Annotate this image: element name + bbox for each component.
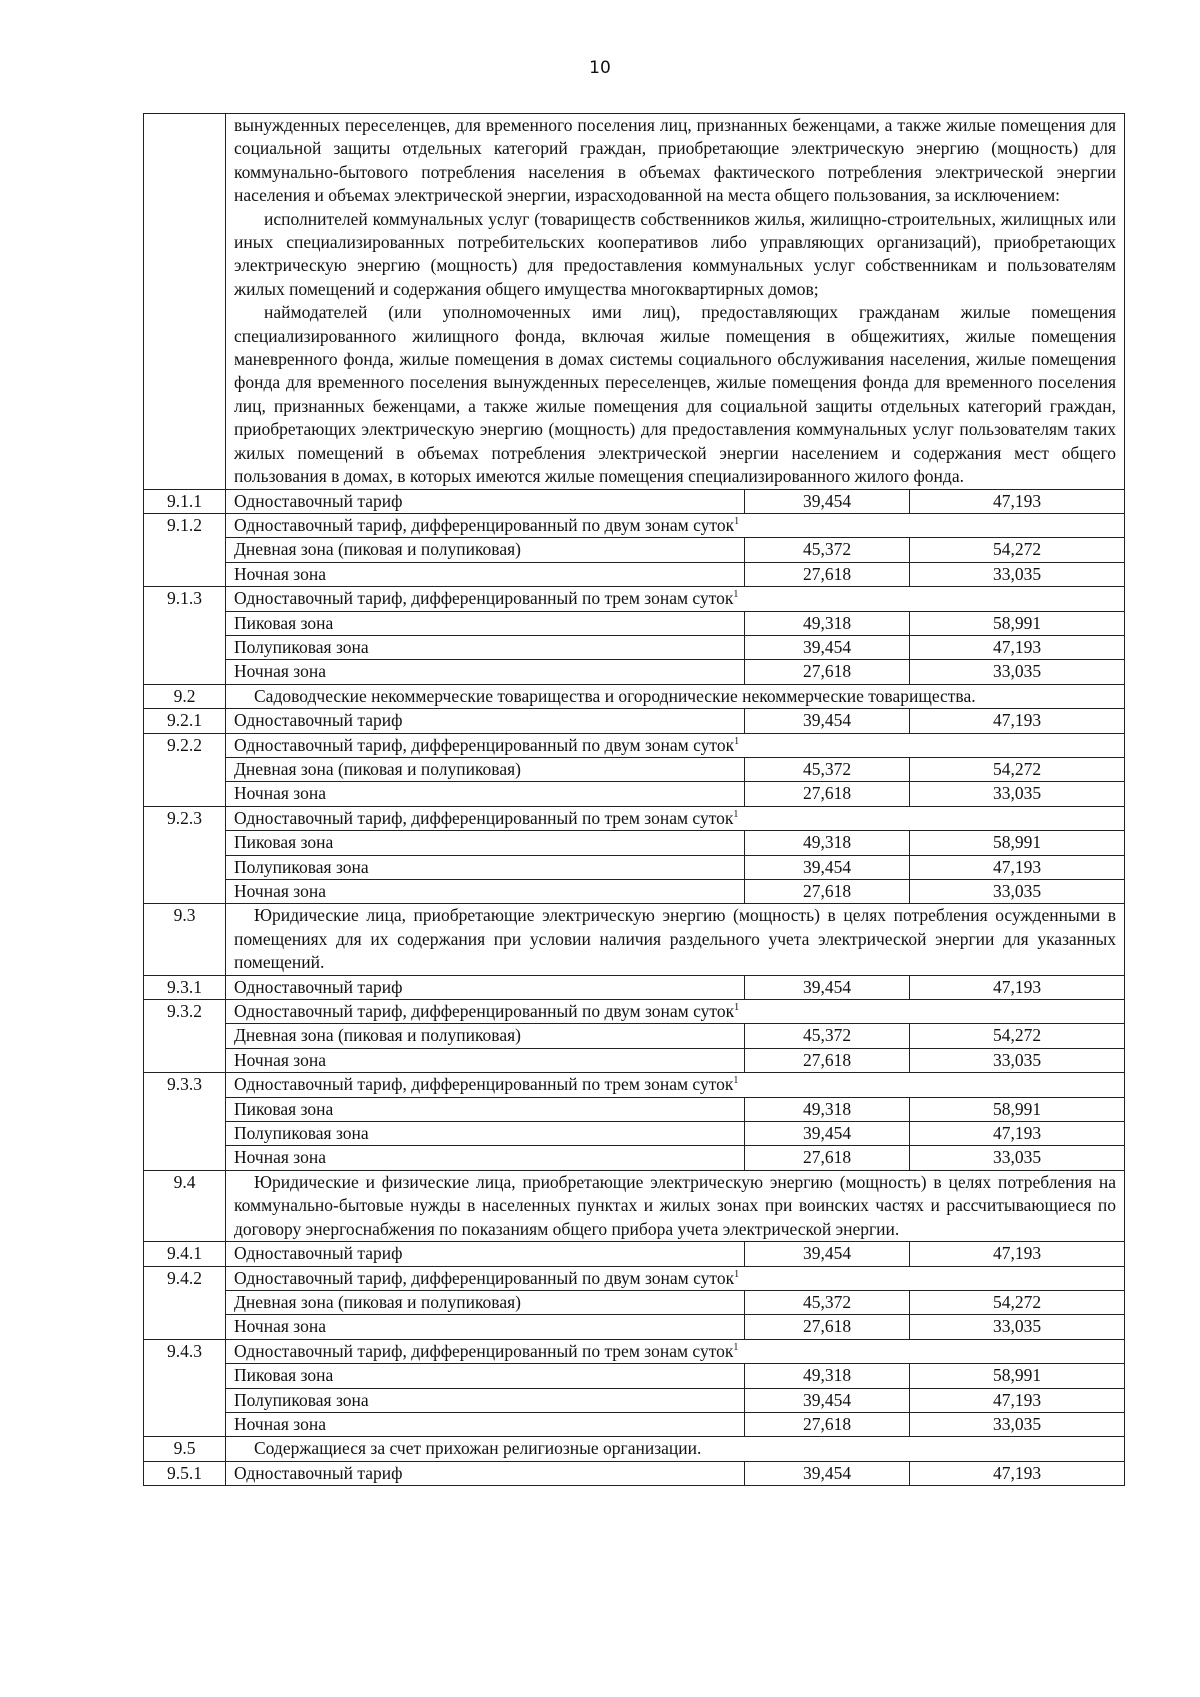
zone-label: Полупиковая зона	[226, 1388, 745, 1412]
tariff-value-2: 33,035	[910, 880, 1125, 904]
tariff-zone-row	[144, 831, 1125, 855]
zone-label: Дневная зона (пиковая и полупиковая)	[226, 1024, 745, 1048]
zone-label: Пиковая зона	[226, 831, 745, 855]
row-number: 9.1.2	[144, 513, 226, 586]
tariff-value-1: 49,318	[745, 1097, 910, 1121]
zone-label: Дневная зона (пиковая и полупиковая)	[226, 757, 745, 781]
tariff-row	[144, 489, 1125, 513]
tariff-zone-row	[144, 1315, 1125, 1339]
tariff-zone-row	[144, 1024, 1125, 1048]
tariff-value-1: 39,454	[745, 709, 910, 733]
tariff-value-1: 27,618	[745, 782, 910, 806]
zone-label: Полупиковая зона	[226, 855, 745, 879]
tariff-value-2: 33,035	[910, 782, 1125, 806]
footnote-mark: 1	[734, 1002, 740, 1014]
tariff-group-row	[144, 806, 1125, 830]
tariff-value-2: 47,193	[910, 709, 1125, 733]
footnote-mark: 1	[733, 589, 739, 601]
zone-label: Дневная зона (пиковая и полупиковая)	[226, 538, 745, 562]
tariff-value-2: 33,035	[910, 1315, 1125, 1339]
zone-label: Ночная зона	[226, 1048, 745, 1072]
intro-paragraph: исполнителей коммунальных услуг (товариществ собственников жилья, жилищно-строительных, жилищных или иных специализированных потребительских кооперативов либо управляющих организаций), приобретающих электрическую энергию (мощность) для предоставления коммунальных услуг собственникам и пользователям жилых помещений и содержания общего имущества многоквартирных домов;	[234, 208, 1116, 299]
tariff-label: Одноставочный тариф	[226, 975, 745, 999]
tariff-zone-row	[144, 1097, 1125, 1121]
tariff-zone-row	[144, 1122, 1125, 1146]
tariff-value-1: 45,372	[745, 757, 910, 781]
tariff-value-2: 58,991	[910, 611, 1125, 635]
tariff-value-1: 39,454	[745, 635, 910, 659]
tariff-value-1: 39,454	[745, 1461, 910, 1485]
tariff-row	[144, 1242, 1125, 1266]
section-heading: Юридические и физические лица, приобретающие электрическую энергию (мощность) в целях потребления на коммунально-бытовые нужды в населенных пунктах и жилых зонах при воинских частях и рассчитывающиеся по договору энергоснабжения по показаниям общего прибора учета электрической энергии.	[226, 1170, 1125, 1241]
intro-number-cell	[144, 114, 226, 490]
tariff-value-1: 45,372	[745, 1024, 910, 1048]
row-number: 9.4.3	[144, 1339, 226, 1437]
tariff-zone-row	[144, 562, 1125, 586]
tariff-group-row	[144, 513, 1125, 537]
tariff-value-1: 49,318	[745, 611, 910, 635]
row-number: 9.3.3	[144, 1073, 226, 1171]
tariff-row	[144, 1461, 1125, 1485]
tariff-value-2: 33,035	[910, 562, 1125, 586]
tariff-value-2: 47,193	[910, 975, 1125, 999]
zone-label: Ночная зона	[226, 1146, 745, 1170]
zone-label: Полупиковая зона	[226, 635, 745, 659]
tariff-group-label: Одноставочный тариф, дифференцированный по двум зонам суток$^1$	[226, 733, 1125, 757]
zone-label: Полупиковая зона	[226, 1122, 745, 1146]
tariff-value-2: 47,193	[910, 635, 1125, 659]
row-number: 9.2.3	[144, 806, 226, 904]
tariff-zone-row	[144, 1146, 1125, 1170]
section-heading: Содержащиеся за счет прихожан религиозные организации.	[226, 1437, 1125, 1461]
zone-label: Пиковая зона	[226, 1364, 745, 1388]
section-heading-row	[144, 1437, 1125, 1461]
footnote-mark: 1	[734, 1268, 740, 1280]
row-number: 9.1.1	[144, 489, 226, 513]
intro-row	[144, 114, 1125, 490]
zone-label: Ночная зона	[226, 880, 745, 904]
section-heading-row	[144, 1170, 1125, 1241]
zone-label: Ночная зона	[226, 782, 745, 806]
tariff-value-2: 33,035	[910, 1412, 1125, 1436]
tariff-zone-row	[144, 1048, 1125, 1072]
tariff-label: Одноставочный тариф	[226, 1461, 745, 1485]
tariff-value-1: 39,454	[745, 855, 910, 879]
tariff-label: Одноставочный тариф	[226, 709, 745, 733]
zone-label: Ночная зона	[226, 1412, 745, 1436]
intro-text-cell	[226, 114, 1125, 490]
tariff-group-label: Одноставочный тариф, дифференцированный по двум зонам суток$^1$	[226, 1000, 1125, 1024]
footnote-mark: 1	[734, 735, 740, 747]
footnote-mark: 1	[733, 1341, 739, 1353]
tariff-value-1: 39,454	[745, 489, 910, 513]
tariff-group-label: Одноставочный тариф, дифференцированный по двум зонам суток$^1$	[226, 513, 1125, 537]
zone-label: Ночная зона	[226, 1315, 745, 1339]
tariff-zone-row	[144, 1388, 1125, 1412]
tariff-zone-row	[144, 635, 1125, 659]
tariff-value-2: 54,272	[910, 1024, 1125, 1048]
tariff-zone-row	[144, 1290, 1125, 1314]
intro-paragraph: наймодателей (или уполномоченных ими лиц), предоставляющих гражданам жилые помещения специализированного жилищного фонда, включая жилые помещения в общежитиях, жилые помещения маневренного фонда, жилые помещения в домах системы социального обслуживания населения, жилые помещения фонда для временного поселения вынужденных переселенцев, жилые помещения фонда для временного поселения лиц, признанных беженцами, а также жилые помещения для социальной защиты отдельных категорий граждан, приобретающих электрическую энергию (мощность) для предоставления коммунальных услуг пользователям таких жилых помещений в объемах потребления электрической энергии населением и содержания мест общего пользования в домах, в которых имеются жилые помещения специализированного жилого фонда.	[234, 302, 1116, 487]
tariff-value-2: 58,991	[910, 831, 1125, 855]
tariff-value-1: 49,318	[745, 831, 910, 855]
tariff-zone-row	[144, 782, 1125, 806]
row-number: 9.3.1	[144, 975, 226, 999]
tariff-zone-row	[144, 1412, 1125, 1436]
tariff-value-1: 45,372	[745, 1290, 910, 1314]
section-number: 9.3	[144, 904, 226, 975]
tariff-group-label: Одноставочный тариф, дифференцированный по трем зонам суток$^1$	[226, 587, 1125, 611]
row-number: 9.2.1	[144, 709, 226, 733]
section-heading: Садоводческие некоммерческие товарищества и огороднические некоммерческие товарищества.	[226, 684, 1125, 708]
tariff-value-2: 58,991	[910, 1364, 1125, 1388]
section-heading: Юридические лица, приобретающие электрическую энергию (мощность) в целях потребления осужденными в помещениях для их содержания при условии наличия раздельного учета электрической энергии для указанных помещений.	[226, 904, 1125, 975]
tariff-value-2: 47,193	[910, 1388, 1125, 1412]
tariff-group-label: Одноставочный тариф, дифференцированный по трем зонам суток$^1$	[226, 1073, 1125, 1097]
tariff-value-2: 47,193	[910, 489, 1125, 513]
tariff-group-label: Одноставочный тариф, дифференцированный по двум зонам суток$^1$	[226, 1266, 1125, 1290]
tariff-zone-row	[144, 757, 1125, 781]
footnote-mark: 1	[733, 808, 739, 820]
section-number: 9.4	[144, 1170, 226, 1241]
section-heading-row	[144, 904, 1125, 975]
tariff-value-2: 47,193	[910, 1122, 1125, 1146]
tariff-group-row	[144, 1339, 1125, 1363]
tariff-value-1: 27,618	[745, 880, 910, 904]
tariff-value-1: 49,318	[745, 1364, 910, 1388]
tariff-value-1: 27,618	[745, 562, 910, 586]
row-number: 9.2.2	[144, 733, 226, 806]
tariff-zone-row	[144, 538, 1125, 562]
tariff-value-1: 27,618	[745, 660, 910, 684]
footnote-mark: 1	[733, 1075, 739, 1087]
tariff-group-row	[144, 1266, 1125, 1290]
tariff-group-row	[144, 1073, 1125, 1097]
tariff-zone-row	[144, 660, 1125, 684]
tariff-value-2: 33,035	[910, 1146, 1125, 1170]
tariff-value-1: 39,454	[745, 1242, 910, 1266]
tariff-label: Одноставочный тариф	[226, 489, 745, 513]
tariff-value-1: 27,618	[745, 1048, 910, 1072]
tariff-table	[143, 113, 1125, 1486]
tariff-group-row	[144, 587, 1125, 611]
tariff-row	[144, 709, 1125, 733]
tariff-value-1: 39,454	[745, 1388, 910, 1412]
tariff-value-1: 45,372	[745, 538, 910, 562]
tariff-value-1: 27,618	[745, 1412, 910, 1436]
tariff-zone-row	[144, 880, 1125, 904]
tariff-group-row	[144, 733, 1125, 757]
tariff-value-2: 54,272	[910, 1290, 1125, 1314]
tariff-group-row	[144, 1000, 1125, 1024]
tariff-value-2: 58,991	[910, 1097, 1125, 1121]
tariff-label: Одноставочный тариф	[226, 1242, 745, 1266]
tariff-zone-row	[144, 1364, 1125, 1388]
zone-label: Ночная зона	[226, 562, 745, 586]
tariff-group-label: Одноставочный тариф, дифференцированный по трем зонам суток$^1$	[226, 806, 1125, 830]
tariff-value-2: 54,272	[910, 757, 1125, 781]
section-heading-row	[144, 684, 1125, 708]
row-number: 9.3.2	[144, 1000, 226, 1073]
tariff-value-2: 47,193	[910, 855, 1125, 879]
row-number: 9.4.2	[144, 1266, 226, 1339]
tariff-value-1: 27,618	[745, 1146, 910, 1170]
page-number: 10	[589, 58, 611, 78]
tariff-zone-row	[144, 855, 1125, 879]
tariff-value-2: 47,193	[910, 1242, 1125, 1266]
zone-label: Пиковая зона	[226, 611, 745, 635]
zone-label: Дневная зона (пиковая и полупиковая)	[226, 1290, 745, 1314]
zone-label: Пиковая зона	[226, 1097, 745, 1121]
tariff-value-1: 39,454	[745, 975, 910, 999]
section-number: 9.5	[144, 1437, 226, 1461]
footnote-mark: 1	[734, 516, 740, 528]
row-number: 9.1.3	[144, 587, 226, 685]
tariff-zone-row	[144, 611, 1125, 635]
tariff-row	[144, 975, 1125, 999]
row-number: 9.4.1	[144, 1242, 226, 1266]
tariff-value-1: 39,454	[745, 1122, 910, 1146]
tariff-value-2: 47,193	[910, 1461, 1125, 1485]
tariff-value-1: 27,618	[745, 1315, 910, 1339]
row-number: 9.5.1	[144, 1461, 226, 1485]
tariff-value-2: 33,035	[910, 1048, 1125, 1072]
tariff-group-label: Одноставочный тариф, дифференцированный по трем зонам суток$^1$	[226, 1339, 1125, 1363]
section-number: 9.2	[144, 684, 226, 708]
intro-paragraph: вынужденных переселенцев, для временного поселения лиц, признанных беженцами, а также жилые помещения для социальной защиты отдельных категорий граждан, приобретающие электрическую энергию (мощность) для коммунально-бытового потребления населения в объемах фактического потребления электрической энергии населения и объемах электрической энергии, израсходованной на места общего пользования, за исключением:	[234, 115, 1116, 206]
zone-label: Ночная зона	[226, 660, 745, 684]
tariff-value-2: 33,035	[910, 660, 1125, 684]
tariff-value-2: 54,272	[910, 538, 1125, 562]
